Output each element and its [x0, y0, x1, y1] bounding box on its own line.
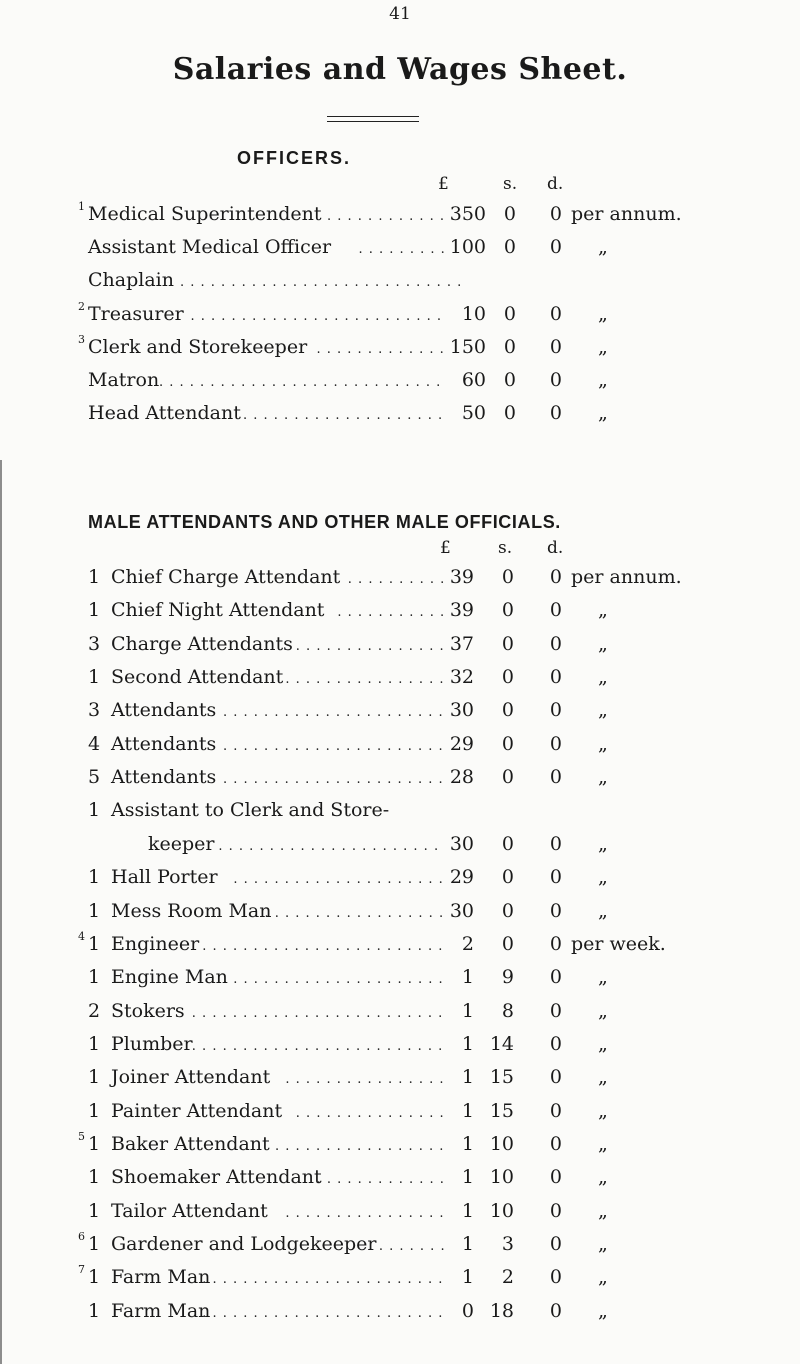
wage-pounds: 1: [461, 999, 474, 1022]
male-col-pence: d.: [547, 538, 564, 558]
wage-pounds: 39: [449, 566, 474, 588]
wage-pence: 0: [549, 1032, 562, 1055]
position-title: Baker Attendant: [111, 1132, 270, 1155]
officer-title: Medical Superintendent: [88, 203, 322, 225]
title-rule-bottom: [327, 121, 419, 122]
wage-pence: 0: [549, 1266, 562, 1289]
period-note: „: [598, 1199, 608, 1222]
wage-shillings: 9: [501, 966, 514, 989]
wage-shillings: 0: [501, 632, 514, 655]
period-note: „: [598, 1066, 608, 1089]
wage-shillings: 0: [501, 666, 514, 689]
leader-dots: [285, 1196, 445, 1229]
wage-shillings: 0: [501, 732, 514, 755]
male-col-pounds: £: [440, 538, 451, 558]
period-note: „: [598, 966, 608, 989]
title-rule-top: [327, 116, 419, 117]
male-official-row: [0, 595, 800, 625]
officer-title: Matron: [88, 369, 160, 391]
position-title: Shoemaker Attendant: [111, 1166, 322, 1189]
salary-pence: 0: [549, 335, 562, 358]
wage-pence: 0: [549, 566, 562, 588]
officer-row: [0, 299, 800, 329]
officer-title: Treasurer: [88, 302, 184, 325]
quantity: 1: [88, 666, 101, 689]
wage-pounds: 29: [449, 732, 474, 755]
officers-col-pence: d.: [547, 174, 564, 194]
quantity: 1: [88, 1266, 101, 1289]
quantity: 1: [88, 799, 101, 822]
wage-pence: 0: [549, 1166, 562, 1189]
position-title: Assistant to Clerk and Store-: [111, 799, 390, 822]
officer-row: [0, 365, 800, 395]
leader-dots: [233, 862, 445, 895]
position-title: Stokers: [111, 999, 185, 1022]
period-note: „: [598, 866, 608, 889]
male-official-row: [0, 729, 800, 759]
salary-shillings: 0: [503, 203, 516, 225]
wage-pence: 0: [549, 599, 562, 622]
wage-pounds: 1: [461, 1166, 474, 1189]
quantity: 1: [88, 966, 101, 989]
leader-dots: [202, 1296, 445, 1329]
period-note: „: [598, 766, 608, 789]
period-note: „: [598, 832, 608, 855]
quantity: 1: [88, 1166, 101, 1189]
wage-pounds: 37: [449, 632, 474, 655]
leader-dots: [218, 829, 445, 862]
wage-pence: 0: [549, 999, 562, 1022]
salary-shillings: 0: [503, 335, 516, 358]
salary-pence: 0: [549, 203, 562, 225]
period-note: „: [598, 236, 608, 259]
male-official-row: [0, 996, 800, 1026]
wage-shillings: 0: [501, 766, 514, 789]
wage-pence: 0: [549, 1233, 562, 1255]
wage-pence: 0: [549, 1299, 562, 1322]
wage-pounds: 1: [461, 1099, 474, 1122]
wage-pence: 0: [549, 1099, 562, 1122]
footnote-marker: 6: [78, 1230, 85, 1243]
position-title: Chief Charge Attendant: [111, 566, 341, 588]
wage-pence: 0: [549, 966, 562, 989]
position-title: Plumber: [111, 1032, 193, 1055]
wage-shillings: 2: [501, 1266, 514, 1289]
footnote-marker: 2: [78, 299, 85, 313]
period-note: „: [598, 1132, 608, 1155]
period-note: „: [598, 666, 608, 689]
position-title: Painter Attendant: [111, 1099, 283, 1122]
period-note: „: [598, 1099, 608, 1122]
wage-shillings: 10: [489, 1166, 514, 1189]
male-official-row: [0, 1029, 800, 1059]
quantity: 2: [88, 999, 101, 1022]
officer-row: [0, 332, 800, 362]
quantity: 1: [88, 1032, 101, 1055]
male-official-row: [0, 1229, 800, 1259]
leader-dots: [275, 1129, 445, 1162]
wage-shillings: 10: [489, 1132, 514, 1155]
wage-pounds: 1: [461, 1032, 474, 1055]
officers-heading: OFFICERS.: [237, 148, 352, 168]
leader-dots: [223, 762, 445, 795]
footnote-marker: 5: [78, 1129, 85, 1143]
quantity: 4: [88, 732, 101, 755]
male-col-shillings: s.: [498, 538, 513, 558]
officer-row: [0, 398, 800, 428]
male-official-row: [0, 962, 800, 992]
male-official-row: [0, 896, 800, 926]
quantity: 1: [88, 932, 101, 955]
quantity: 1: [88, 1132, 101, 1155]
leader-dots: [327, 199, 445, 232]
officer-row: [0, 232, 800, 262]
period-note: „: [598, 335, 608, 358]
male-official-row: [0, 1162, 800, 1192]
wage-shillings: 0: [501, 866, 514, 889]
leader-dots: [296, 1096, 445, 1129]
quantity: 1: [88, 1299, 101, 1322]
wage-shillings: 15: [489, 1099, 514, 1122]
position-title: Hall Porter: [111, 866, 218, 889]
leader-dots: [317, 1162, 445, 1195]
footnote-marker: 4: [78, 929, 85, 943]
officer-title: Assistant Medical Officer: [88, 236, 332, 259]
salary-pence: 0: [549, 302, 562, 325]
wage-shillings: 0: [501, 932, 514, 955]
officer-row: [0, 199, 800, 229]
period-note: „: [598, 732, 608, 755]
male-official-row: [0, 829, 800, 859]
leader-dots: [223, 729, 445, 762]
wage-pounds: 1: [461, 966, 474, 989]
wage-pounds: 39: [449, 599, 474, 622]
wage-pence: 0: [549, 732, 562, 755]
leader-dots: [317, 332, 446, 365]
male-official-row: [0, 1262, 800, 1292]
male-official-row: [0, 1196, 800, 1226]
salary-shillings: 0: [503, 402, 516, 425]
leader-dots: [285, 1062, 445, 1095]
wage-pence: 0: [549, 766, 562, 789]
quantity: 3: [88, 699, 101, 722]
period-note: „: [598, 302, 608, 325]
period-note: per week.: [571, 932, 666, 955]
wage-shillings: 0: [501, 832, 514, 855]
salary-pounds: 150: [449, 335, 486, 358]
male-official-row: [0, 695, 800, 725]
male-official-row: [0, 1062, 800, 1092]
period-note: „: [598, 632, 608, 655]
leader-dots: [243, 398, 445, 431]
wage-pence: 0: [549, 1132, 562, 1155]
period-note: „: [598, 369, 608, 391]
position-title: keeper: [148, 832, 215, 855]
male-heading: MALE ATTENDANTS AND OTHER MALE OFFICIALS.: [88, 512, 561, 532]
leader-dots: [223, 695, 445, 728]
salary-pounds: 50: [461, 402, 486, 425]
position-title: Attendants: [111, 732, 217, 755]
position-title: Attendants: [111, 699, 217, 722]
leader-dots: [202, 1262, 445, 1295]
salary-pence: 0: [549, 369, 562, 391]
wage-pounds: 0: [461, 1299, 474, 1322]
officer-title: Clerk and Storekeeper: [88, 335, 308, 358]
position-title: Gardener and Lodgekeeper: [111, 1233, 377, 1255]
quantity: 1: [88, 1199, 101, 1222]
period-note: „: [598, 899, 608, 922]
wage-pounds: 1: [461, 1233, 474, 1255]
period-note: „: [598, 999, 608, 1022]
male-official-row: [0, 862, 800, 892]
wage-pounds: 32: [449, 666, 474, 689]
wage-pence: 0: [549, 932, 562, 955]
position-title: Farm Man: [111, 1266, 211, 1289]
leader-dots: [223, 962, 445, 995]
salary-shillings: 0: [503, 369, 516, 391]
leader-dots: [254, 896, 445, 929]
page-title: Salaries and Wages Sheet.: [172, 52, 628, 87]
wage-shillings: 8: [501, 999, 514, 1022]
officers-col-shillings: s.: [503, 174, 518, 194]
officer-title: Chaplain: [88, 269, 174, 292]
wage-pence: 0: [549, 832, 562, 855]
wage-shillings: 0: [501, 699, 514, 722]
wage-pence: 0: [549, 1199, 562, 1222]
leader-dots: [192, 996, 445, 1029]
quantity: 5: [88, 766, 101, 789]
position-title: Charge Attendants: [111, 632, 293, 655]
leader-dots: [191, 299, 446, 332]
position-title: Tailor Attendant: [111, 1199, 268, 1222]
male-official-row: [0, 562, 800, 592]
wage-shillings: 0: [501, 899, 514, 922]
wage-pence: 0: [549, 666, 562, 689]
male-official-row: [0, 929, 800, 959]
leader-dots: [285, 662, 445, 695]
wage-shillings: 18: [489, 1299, 514, 1322]
wage-pounds: 30: [449, 832, 474, 855]
wage-pence: 0: [549, 699, 562, 722]
quantity: 1: [88, 599, 101, 622]
salary-pence: 0: [549, 236, 562, 259]
leader-dots: [202, 929, 445, 962]
position-title: Attendants: [111, 766, 217, 789]
officer-row: [0, 265, 800, 295]
salary-shillings: 0: [503, 236, 516, 259]
position-title: Joiner Attendant: [111, 1066, 271, 1089]
footnote-marker: 1: [78, 200, 85, 213]
period-note: per annum.: [571, 203, 682, 225]
footnote-marker: 7: [78, 1263, 85, 1277]
officer-title: Head Attendant: [88, 402, 241, 425]
period-note: „: [598, 1032, 608, 1055]
wage-shillings: 14: [489, 1032, 514, 1055]
male-official-row: [0, 629, 800, 659]
period-note: „: [598, 699, 608, 722]
salary-pounds: 10: [461, 302, 486, 325]
male-official-row: [0, 1129, 800, 1159]
male-official-row: [0, 1296, 800, 1326]
wage-pounds: 29: [449, 866, 474, 889]
wage-pence: 0: [549, 866, 562, 889]
quantity: 1: [88, 866, 101, 889]
position-title: Chief Night Attendant: [111, 599, 325, 622]
leader-dots: [159, 365, 445, 398]
position-title: Engine Man: [111, 966, 228, 989]
salary-pounds: 100: [449, 236, 486, 259]
wage-shillings: 15: [489, 1066, 514, 1089]
leader-dots: [180, 265, 468, 298]
wage-pence: 0: [549, 899, 562, 922]
leader-dots: [296, 629, 445, 662]
wage-shillings: 10: [489, 1199, 514, 1222]
quantity: 1: [88, 1099, 101, 1122]
wage-shillings: 0: [501, 599, 514, 622]
wage-pounds: 30: [449, 899, 474, 922]
quantity: 1: [88, 1233, 101, 1255]
wage-pounds: 1: [461, 1199, 474, 1222]
quantity: 1: [88, 899, 101, 922]
period-note: „: [598, 1266, 608, 1289]
quantity: 3: [88, 632, 101, 655]
male-official-row: [0, 762, 800, 792]
male-official-row: [0, 1096, 800, 1126]
wage-pounds: 28: [449, 766, 474, 789]
salary-pence: 0: [549, 402, 562, 425]
binding-edge: [0, 460, 2, 1364]
period-note: „: [598, 1233, 608, 1255]
period-note: per annum.: [571, 566, 682, 588]
salary-pounds: 350: [449, 203, 486, 225]
period-note: „: [598, 1299, 608, 1322]
position-title: Mess Room Man: [111, 899, 272, 922]
wage-shillings: 0: [501, 566, 514, 588]
male-official-row: [0, 795, 800, 825]
position-title: Second Attendant: [111, 666, 284, 689]
quantity: 1: [88, 1066, 101, 1089]
position-title: Engineer: [111, 932, 200, 955]
wage-pence: 0: [549, 632, 562, 655]
officers-col-pounds: £: [438, 174, 449, 194]
footnote-marker: 3: [78, 332, 85, 346]
wage-pounds: 1: [461, 1266, 474, 1289]
male-official-row: [0, 662, 800, 692]
salary-pounds: 60: [461, 369, 486, 391]
period-note: „: [598, 1166, 608, 1189]
leader-dots: [192, 1029, 445, 1062]
wage-pounds: 1: [461, 1132, 474, 1155]
wage-pounds: 1: [461, 1066, 474, 1089]
wage-pounds: 2: [461, 932, 474, 955]
period-note: „: [598, 402, 608, 425]
quantity: 1: [88, 566, 101, 588]
wage-pounds: 30: [449, 699, 474, 722]
wage-shillings: 3: [501, 1233, 514, 1255]
leader-dots: [337, 595, 445, 628]
page-number: 41: [389, 4, 411, 24]
period-note: „: [598, 599, 608, 622]
wage-pence: 0: [549, 1066, 562, 1089]
position-title: Farm Man: [111, 1299, 211, 1322]
salary-shillings: 0: [503, 302, 516, 325]
